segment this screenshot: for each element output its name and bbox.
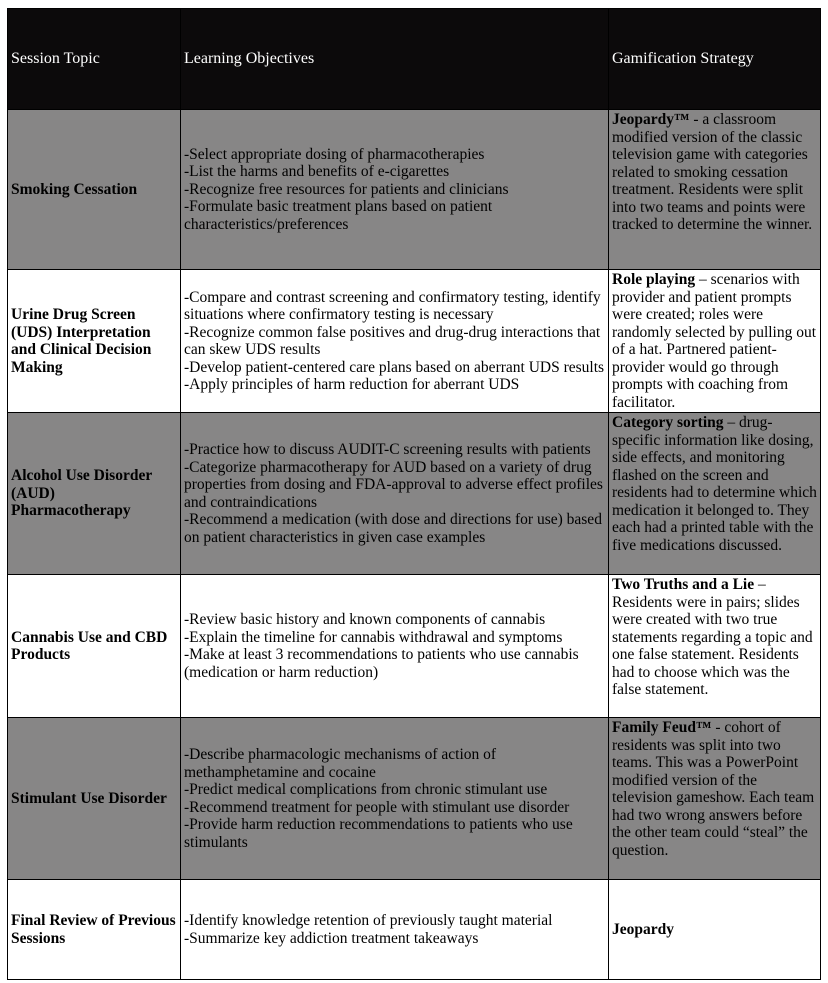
learning-objectives [181,575,609,718]
session-topic: Final Review of Previous Sessions [8,880,181,980]
strategy-title: Jeopardy™ [612,111,690,128]
header-session-topic: Session Topic [8,9,181,110]
objective: -Summarize key addiction treatment takeaways [184,929,479,947]
table-row [8,880,821,980]
learning-objectives [181,718,609,880]
objective: -Explain the timeline for cannabis withdrawal and symptoms [184,628,563,646]
strategy-description: – drug-specific information like dosing, side effects, and monitoring flashed on the screen and residents had to determine which medication it belonged to. They each had a printed table with the five medications discussed. [612,414,817,554]
strategy-title: Role playing [612,271,696,288]
strategy-description: – Residents were in pairs; slides were created with two true statements regarding a topic and one false statement. Residents had to choose which was the false statement. [612,576,813,698]
session-topic: Smoking Cessation [8,110,181,270]
session-topic: Alcohol Use Disorder (AUD) Pharmacotherapy [8,413,181,575]
objective: -Make at least 3 recommendations to patients who use cannabis (medication or harm reduction) [184,646,579,681]
objective: -Select appropriate dosing of pharmacotherapies [184,145,485,163]
gamification-strategy [609,575,821,718]
objective: -Identify knowledge retention of previously taught material [184,912,553,929]
objective: -Recognize free resources for patients and clinicians [184,180,509,198]
objective: -Practice how to discuss AUDIT-C screening results with patients [184,441,591,458]
strategy-title: Category sorting [612,414,724,431]
strategy-title: Two Truths and a Lie [612,576,755,593]
gamification-strategy [609,880,821,980]
objective: -Predict medical complications from chronic stimulant use [184,781,548,798]
header-gamification-strategy: Gamification Strategy [609,9,821,110]
gamification-strategy [609,270,821,413]
table-row [8,413,821,575]
table-header [8,9,821,110]
strategy-description: – scenarios with provider and patient prompts were created; roles were randomly selected by pulling out of a hat. Partnered patient-provider would go through prompts with coaching from facilitator. [612,271,817,411]
objective: -Recommend a medication (with dose and directions for use) based on patient characteristics in given case examples [184,511,602,546]
strategy-title: Family Feud™ [612,719,712,736]
table-row [8,718,821,880]
strategy-description: - cohort of residents was split into two teams. This was a PowerPoint modified version of the television gameshow. Each team had two wrong answers before the other team could “steal” the question. [612,719,815,859]
objective: -Apply principles of harm reduction for aberrant UDS [184,376,520,393]
session-topic: Stimulant Use Disorder [8,718,181,880]
learning-objectives [181,413,609,575]
gamification-strategy [609,413,821,575]
objective: -Recommend treatment for people with stimulant use disorder [184,798,570,816]
table-row [8,575,821,718]
objective: -Compare and contrast screening and confirmatory testing, identify situations where confirmatory testing is necessary [184,288,601,323]
objective: -Formulate basic treatment plans based on patient characteristics/preferences [184,198,493,233]
session-topic: Urine Drug Screen (UDS) Interpretation and Clinical Decision Making [8,270,181,413]
session-topic: Cannabis Use and CBD Products [8,575,181,718]
learning-objectives [181,270,609,413]
objective: -List the harms and benefits of e-cigarettes [184,163,450,181]
learning-objectives [181,110,609,270]
table-row [8,270,821,413]
objective: -Recognize common false positives and drug-drug interactions that can skew UDS results [184,323,601,358]
strategy-title: Jeopardy [612,920,674,938]
table-row [8,110,821,270]
objective: -Describe pharmacologic mechanisms of action of methamphetamine and cocaine [184,746,497,781]
objective: -Develop patient-centered care plans based on aberrant UDS results [184,358,605,376]
sessions-table [7,8,821,980]
header-learning-objectives: Learning Objectives [181,9,609,110]
objective: -Provide harm reduction recommendations to patients who use stimulants [184,816,573,851]
learning-objectives [181,880,609,980]
objective: -Categorize pharmacotherapy for AUD based on a variety of drug properties from dosing and FDA-approval to adverse effect profiles and contraindications [184,458,603,511]
gamification-strategy [609,110,821,270]
gamification-strategy [609,718,821,880]
objective: -Review basic history and known components of cannabis [184,611,546,628]
strategy-description: - a classroom modified version of the classic television game with categories related to smoking cessation treatment. Residents were split into two teams and points were tracked to determine the winner. [612,111,813,233]
